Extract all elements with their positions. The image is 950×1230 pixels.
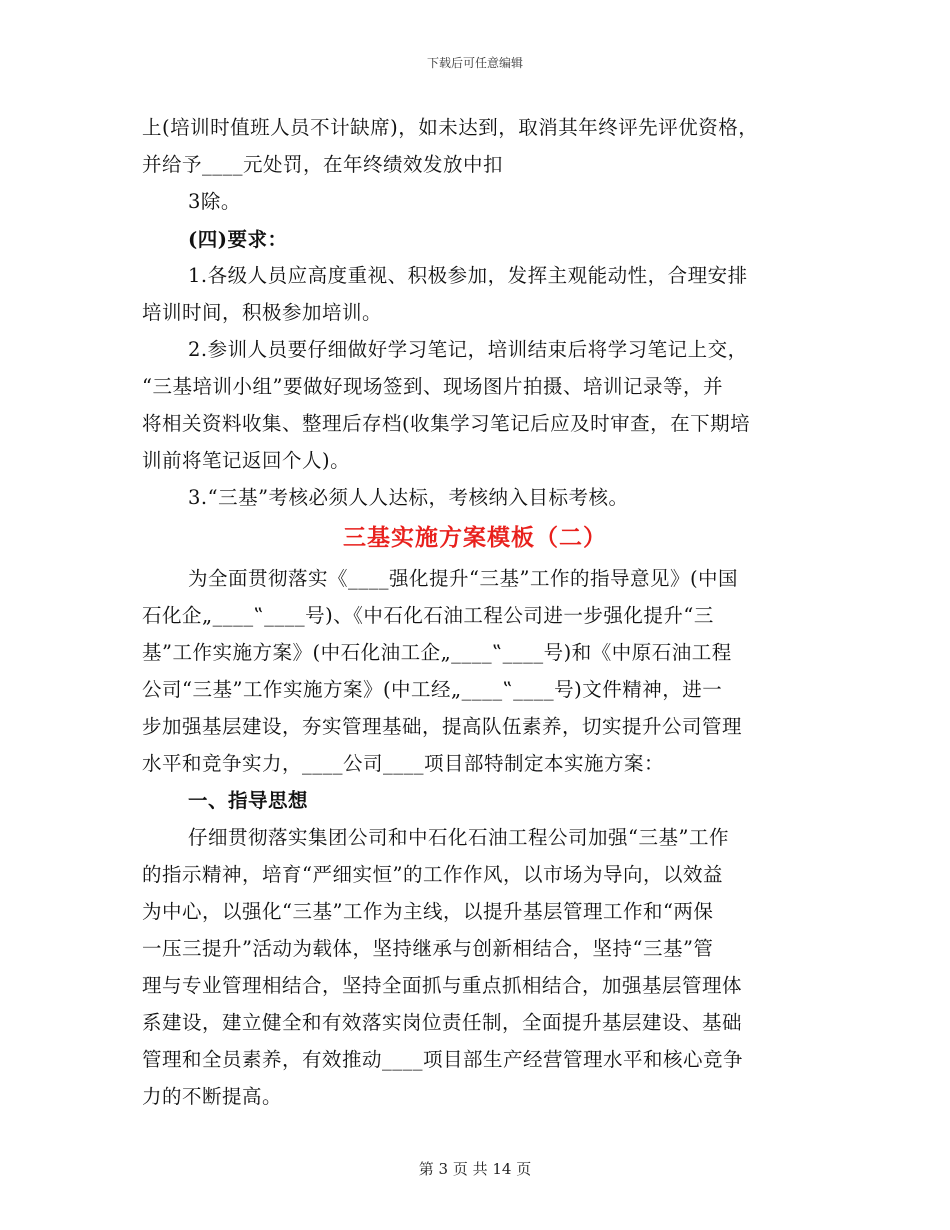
requirement-item-1: 1.各级人员应高度重视、积极参加，发挥主观能动性，合理安排: [188, 264, 748, 287]
requirement-item-2: 2.参训人员要仔细做好学习笔记，培训结束后将学习笔记上交，: [188, 338, 748, 361]
intro-paragraph-line: 石化企„____‟____号)、《中石化石油工程公司进一步强化提升“三: [142, 604, 714, 627]
requirement-item-3: 3.“三基”考核必须人人达标，考核纳入目标考核。: [188, 486, 629, 509]
guide-paragraph-line: 力的不断提高。: [142, 1085, 283, 1108]
requirement-item-2-cont: 训前将笔记返回个人)。: [142, 449, 351, 472]
page-number: 第 3 页 共 14 页: [418, 1160, 532, 1178]
requirement-item-2-cont: 将相关资料收集、整理后存档(收集学习笔记后应及时审查，在下期培: [142, 412, 751, 435]
page-header: 下载后可任意编辑: [426, 56, 523, 70]
guide-paragraph-line: 理与专业管理相结合，坚持全面抓与重点抓相结合，加强基层管理体: [142, 974, 743, 997]
section-title: 三基实施方案模板（二）: [343, 524, 607, 551]
body-line: 3除。: [188, 190, 241, 213]
guide-paragraph-line: 管理和全员素养，有效推动____项目部生产经营管理水平和核心竞争: [142, 1048, 744, 1071]
body-line: 上(培训时值班人员不计缺席)，如未达到，取消其年终评先评优资格，: [142, 116, 759, 139]
guiding-ideology-heading: 一、指导思想: [188, 789, 309, 812]
guide-paragraph-line: 一压三提升”活动为载体，坚持继承与创新相结合，坚持“三基”管: [142, 937, 714, 960]
intro-paragraph-line: 步加强基层建设，夯实管理基础，提高队伍素养，切实提升公司管理: [142, 715, 743, 738]
intro-paragraph-line: 基”工作实施方案》(中石化油工企„____‟____号)和《中原石油工程: [142, 641, 732, 664]
requirements-heading: (四)要求：: [188, 228, 288, 251]
guide-paragraph-line: 的指示精神，培育“严细实恒”的工作作风，以市场为导向，以效益: [142, 863, 723, 886]
intro-paragraph-line: 为全面贯彻落实《____强化提升“三基”工作的指导意见》(中国: [188, 567, 739, 590]
intro-paragraph-line: 水平和竞争实力，____公司____项目部特制定本实施方案：: [142, 752, 665, 775]
intro-paragraph-line: 公司“三基”工作实施方案》(中工经„____‟____号)文件精神，进一: [142, 678, 723, 701]
guide-paragraph-line: 为中心，以强化“三基”工作为主线，以提升基层管理工作和“两保: [142, 900, 714, 923]
guide-paragraph-line: 仔细贯彻落实集团公司和中石化石油工程公司加强“三基”工作: [188, 826, 729, 849]
requirement-item-1-cont: 培训时间，积极参加培训。: [142, 301, 383, 324]
requirement-item-2-cont: “三基培训小组”要做好现场签到、现场图片拍摄、培训记录等，并: [142, 375, 723, 398]
body-line: 并给予____元处罚，在年终绩效发放中扣: [142, 153, 504, 176]
guide-paragraph-line: 系建设，建立健全和有效落实岗位责任制，全面提升基层建设、基础: [142, 1011, 743, 1034]
